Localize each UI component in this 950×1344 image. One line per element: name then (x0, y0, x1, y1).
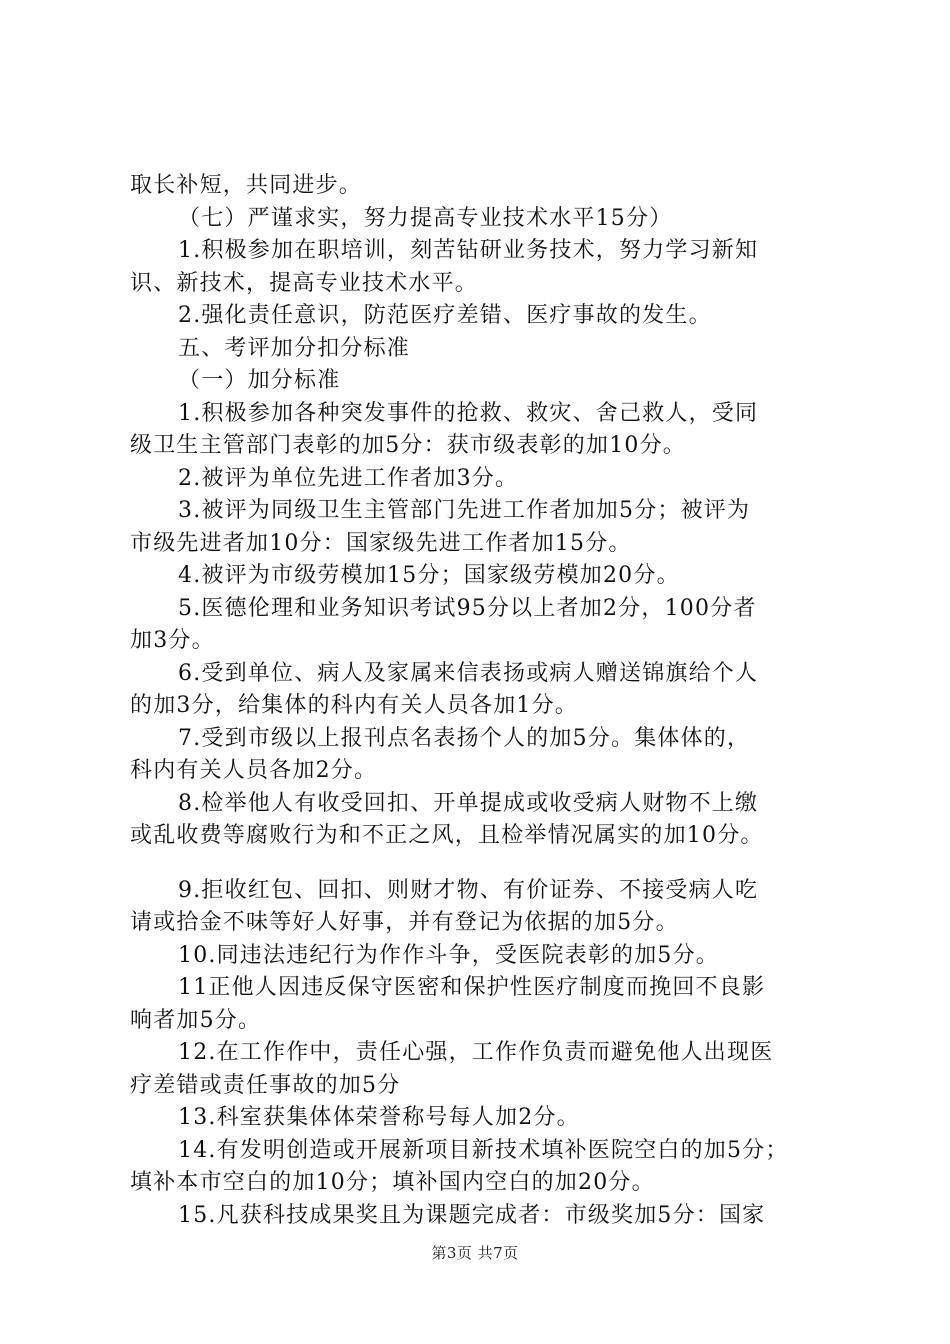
text-line: 响者加5分。 (130, 1007, 262, 1033)
text-line: 1.积极参加各种突发事件的抢救、救灾、舍己救人，受同 (178, 400, 759, 426)
text-line: 4.被评为市级劳模加15分；国家级劳模加20分。 (178, 563, 680, 588)
text-line: 3.被评为同级卫生主管部门先进工作者加加5分；被评为 (178, 498, 751, 523)
section-heading: 五、考评加分扣分标准 (178, 335, 411, 361)
text-line: 级卫生主管部门表彰的加5分：获市级表彰的加10分。 (130, 433, 686, 458)
text-line: 5.医德伦理和业务知识考试95分以上者加2分，100分者 (178, 595, 757, 621)
text-line: 识、新技术，提高专业技术水平。 (130, 270, 479, 296)
text-line: 1.积极参加在职培训，刻苦钻研业务技术，努力学习新知 (178, 238, 759, 263)
text-line: 2.被评为单位先进工作者加3分。 (178, 465, 519, 491)
paragraph-gap (130, 853, 835, 875)
text-line: 填补本市空白的加10分；填补国内空白的加20分。 (130, 1170, 655, 1195)
text-line: 6.受到单位、病人及家属来信表扬或病人赠送锦旗给个人 (178, 660, 759, 686)
body-text (130, 170, 835, 1232)
text-line: 取长补短，共同进步。 (130, 173, 363, 198)
text-line: 14.有发明创造或开展新项目新技术填补医院空白的加5分； (178, 1137, 789, 1163)
text-line: 11正他人因违反保守医密和保护性医疗制度而挽回不良影 (178, 975, 766, 1000)
text-line: 科内有关人员各加2分。 (130, 758, 378, 783)
text-line: 9.拒收红包、回扣、则财才物、有价证券、不接受病人吃 (178, 877, 759, 903)
text-line: 12.在工作作中，责任心强，工作作负责而避免他人出现医 (178, 1040, 774, 1065)
section-heading: （一）加分标准 (178, 368, 341, 393)
page-number-footer: 第3页 共7页 (431, 1244, 519, 1262)
text-line: 请或拾金不味等好人好事，并有登记为依据的加5分。 (130, 910, 679, 935)
text-line: 市级先进者加10分：国家级先进工作者加15分。 (130, 530, 632, 556)
text-line: 10.同违法违纪行为作作斗争，受医院表彰的加5分。 (178, 942, 719, 968)
text-line: 8.检举他人有收受回扣、开单提成或收受病人财物不上缴 (178, 790, 759, 816)
text-line: 加3分。 (130, 628, 215, 653)
text-line: 7.受到市级以上报刊点名表扬个人的加5分。集体体的， (178, 725, 751, 751)
text-line: 疗差错或责任事故的加5分 (130, 1072, 401, 1098)
section-heading: （七）严谨求实，努力提高专业技术水平15分） (178, 205, 673, 231)
text-line: 的加3分，给集体的科内有关人员各加1分。 (130, 693, 578, 718)
text-line: 15.凡获科技成果奖且为课题完成者：市级奖加5分：国家 (178, 1202, 766, 1228)
text-line: 或乱收费等腐败行为和不正之风，且检举情况属实的加10分。 (130, 823, 764, 848)
text-line: 13.科室获集体体荣誉称号每人加2分。 (178, 1105, 580, 1130)
text-line: 2.强化责任意识，防范医疗差错、医疗事故的发生。 (178, 303, 712, 328)
